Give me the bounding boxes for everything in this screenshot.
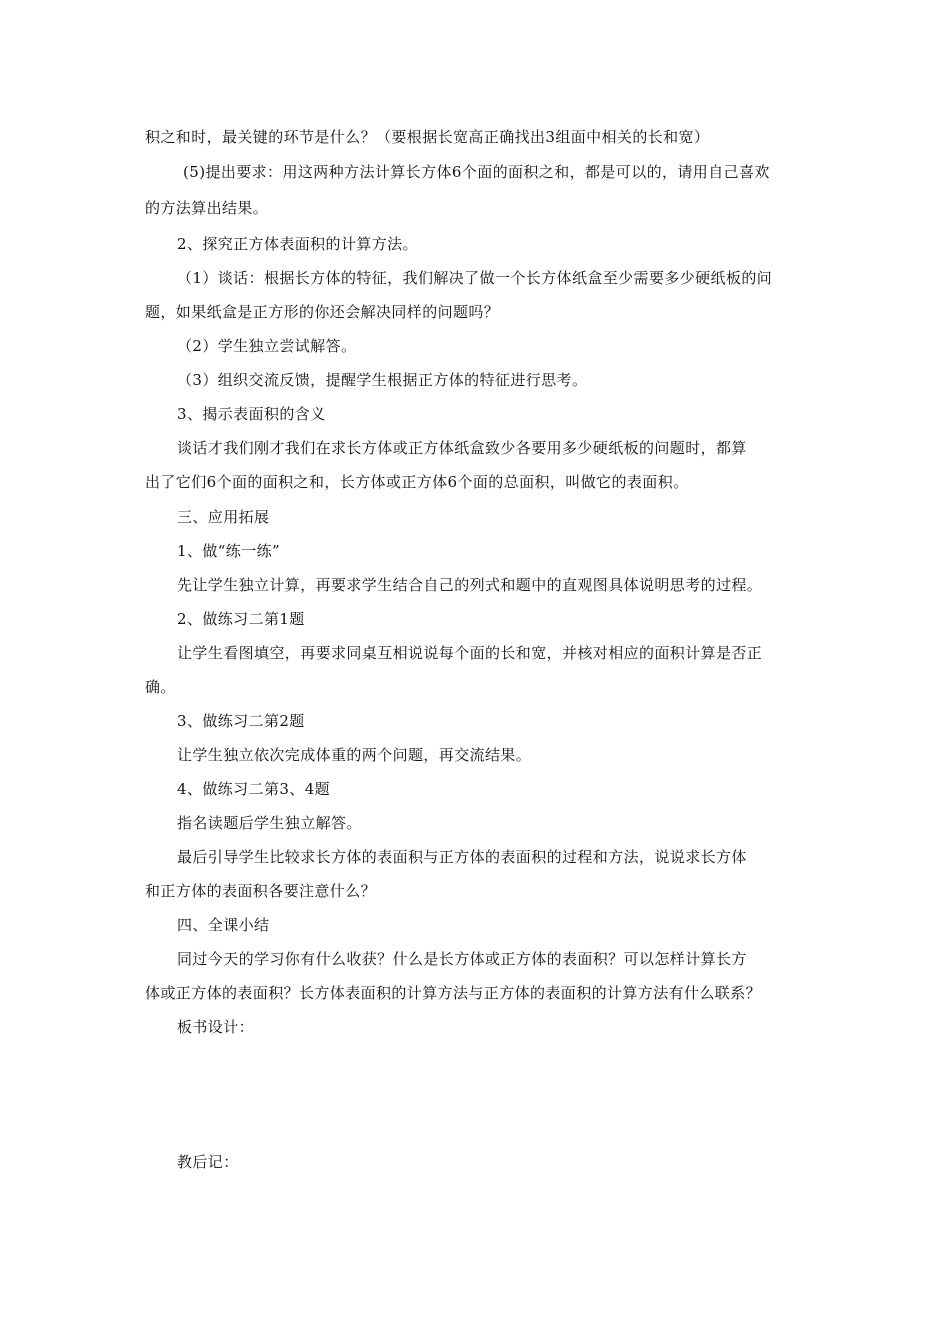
text-line-23: 和正方体的表面积各要注意什么？ <box>145 882 377 900</box>
teaching-notes-label: 教后记： <box>177 1153 239 1171</box>
item-heading-1: 1、做“练一练” <box>177 542 281 560</box>
section-heading-summary: 四、全课小结 <box>177 916 270 934</box>
text-line-8: （3）组织交流反馈，提醒学生根据正方体的特征进行思考。 <box>177 371 588 389</box>
text-line-16: 让学生看图填空，再要求同桌互相说说每个面的长和宽，并核对相应的面积计算是否正 <box>177 644 763 662</box>
section-heading-application: 三、应用拓展 <box>177 508 270 526</box>
text-line-14: 先让学生独立计算，再要求学生结合自己的列式和题中的直观图具体说明思考的过程。 <box>177 576 763 594</box>
board-design-label: 板书设计： <box>177 1018 255 1036</box>
section-heading-3: 3、揭示表面积的含义 <box>177 405 326 423</box>
text-line-22: 最后引导学生比较求长方体的表面积与正方体的表面积的过程和方法，说说求长方体 <box>177 848 747 866</box>
text-line-6: 题，如果纸盒是正方形的你还会解决同样的问题吗？ <box>145 303 500 321</box>
text-line-21: 指名读题后学生独立解答。 <box>177 814 362 832</box>
text-line-19: 让学生独立依次完成体重的两个问题，再交流结果。 <box>177 746 532 764</box>
text-line-5: （1）谈话：根据长方体的特征，我们解决了做一个长方体纸盒至少需要多少硬纸板的问 <box>177 269 773 287</box>
text-line-2: (5)提出要求：用这两种方法计算长方体6个面的面积之和，都是可以的，请用自己喜欢 <box>183 163 770 181</box>
section-heading-2: 2、探究正方体表面积的计算方法。 <box>177 235 418 253</box>
text-line-26: 体或正方体的表面积？长方体表面积的计算方法与正方体的表面积的计算方法有什么联系？ <box>145 984 762 1002</box>
text-line-25: 同过今天的学习你有什么收获？什么是长方体或正方体的表面积？可以怎样计算长方 <box>177 950 747 968</box>
text-line-10: 谈话才我们刚才我们在求长方体或正方体纸盒致少各要用多少硬纸板的问题时，都算 <box>177 439 747 457</box>
item-heading-4: 4、做练习二第3、4题 <box>177 780 331 798</box>
text-line-11: 出了它们6个面的面积之和，长方体或正方体6个面的总面积，叫做它的表面积。 <box>145 473 689 491</box>
text-line-1: 积之和时，最关键的环节是什么？（要根据长宽高正确找出3组面中相关的长和宽） <box>145 128 710 146</box>
text-line-3: 的方法算出结果。 <box>145 199 269 217</box>
item-heading-2: 2、做练习二第1题 <box>177 610 305 628</box>
item-heading-3: 3、做练习二第2题 <box>177 712 305 730</box>
text-line-17: 确。 <box>145 678 176 696</box>
text-line-7: （2）学生独立尝试解答。 <box>177 337 357 355</box>
